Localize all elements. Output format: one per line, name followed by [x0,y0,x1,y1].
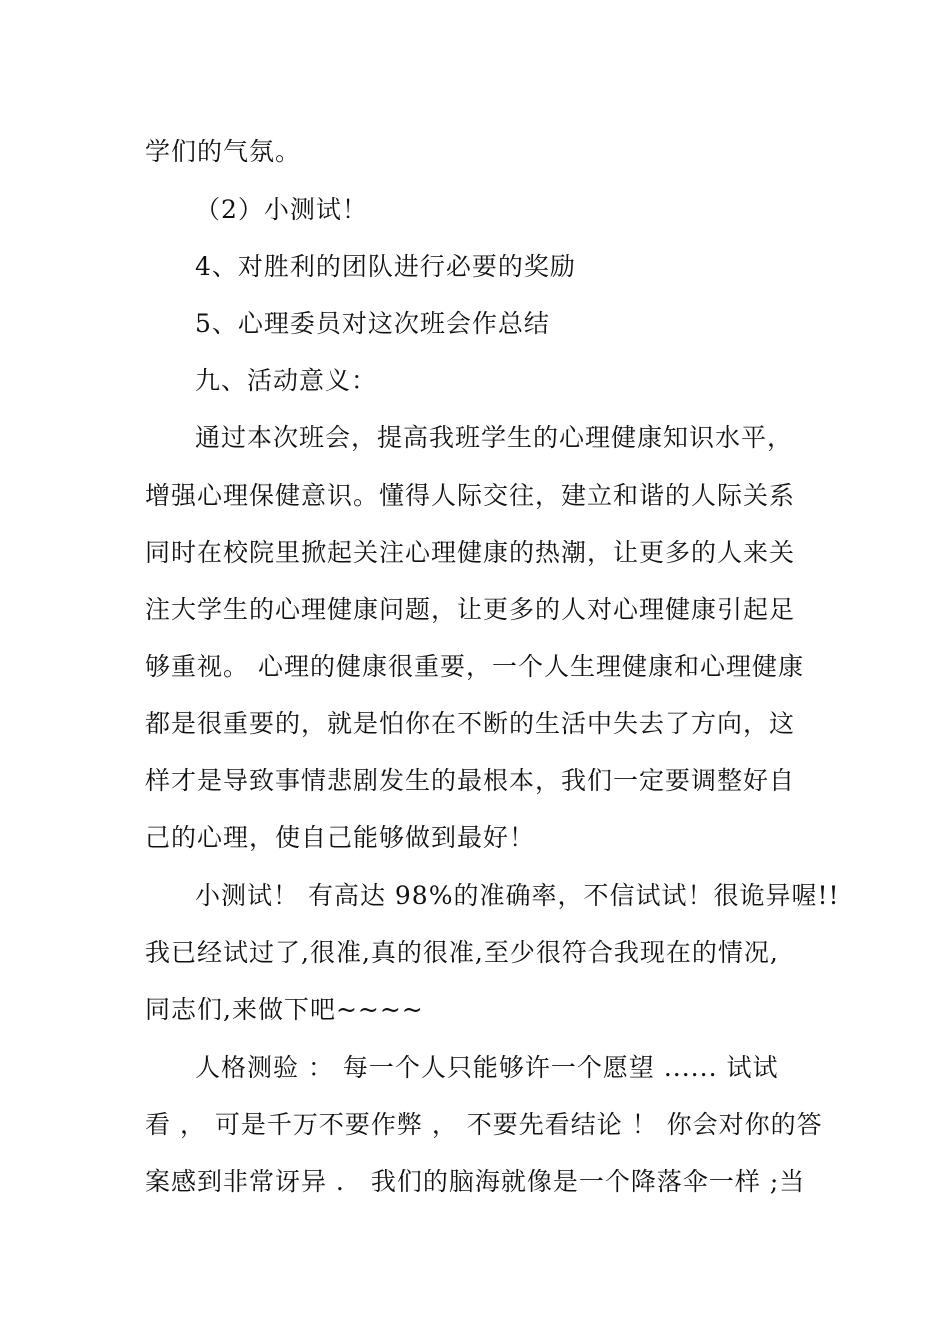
text-line: 都是很重要的，就是怕你在不断的生活中失去了方向，这 [145,709,796,738]
text-line: 够重视。 心理的健康很重要，一个人生理健康和心理健康 [145,652,804,681]
text-line: 通过本次班会，提高我班学生的心理健康知识水平， [195,423,794,452]
text-line: 小测试！ 有高达 98%的准确率，不信试试！很诡异喔!! [195,881,840,910]
section-heading: 九、活动意义： [195,366,378,395]
text-line: 己的心理，使自己能够做到最好！ [145,823,536,852]
text-line: 4、对胜利的团队进行必要的奖励 [195,252,576,281]
text-line: 样才是导致事情悲剧发生的最根本，我们一定要调整好自 [145,766,796,795]
text-line: 案感到非常讶异 ． 我们的脑海就像是一个降落伞一样 ;当 [145,1167,806,1196]
text-line: 看 ， 可是千万不要作弊 ， 不要先看结论 ！ 你会对你的答 [145,1110,823,1139]
text-line: 注大学生的心理健康问题，让更多的人对心理健康引起足 [145,595,796,624]
text-line: 人格测验 ： 每一个人只能够许一个愿望 ...... 试试 [195,1053,779,1082]
text-line: 我已经试过了,很准,真的很准,至少很符合我现在的情况, [145,938,779,967]
text-line: 增强心理保健意识。懂得人际交往，建立和谐的人际关系 [145,481,796,510]
text-line: 同时在校院里掀起关注心理健康的热潮，让更多的人来关 [145,538,796,567]
text-line: 5、心理委员对这次班会作总结 [195,309,550,338]
text-line: 同志们,来做下吧~~~~ [145,995,424,1024]
text-line: 学们的气氛。 [145,137,302,166]
text-line: （2）小测试！ [195,195,368,224]
